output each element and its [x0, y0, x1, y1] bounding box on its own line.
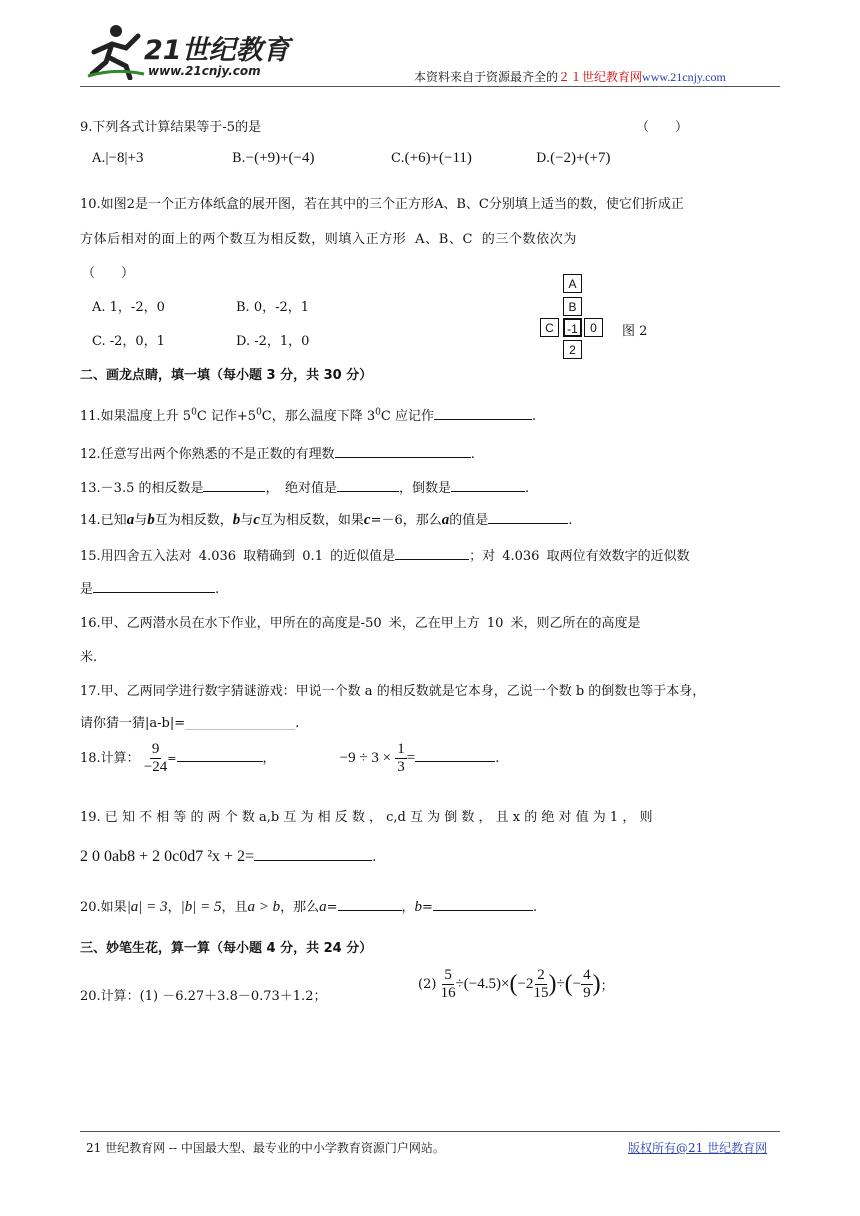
- q9-stem-text: 9.下列各式计算结果等于-5的是: [80, 120, 262, 135]
- q10-option-c: C. -2，0，1: [92, 334, 165, 349]
- q18-comma: ，: [262, 751, 276, 766]
- q14-t5: 互为相反数，如果: [259, 513, 364, 528]
- q14-var-c: c: [253, 512, 260, 528]
- q19-line2: [80, 848, 376, 866]
- q14: [80, 509, 572, 529]
- q20a-t3: ，且: [221, 900, 248, 915]
- q13-end: .: [525, 481, 530, 496]
- q9-b-expr: −(+9)+(−4): [245, 150, 315, 166]
- q14-t2: 与: [134, 513, 148, 528]
- q20b-part2: [418, 967, 614, 1002]
- q20a-t4: ，那么: [280, 900, 320, 915]
- q20b-fraction-1: [441, 967, 456, 1002]
- source-line: [414, 68, 726, 85]
- q9-option-b: [232, 150, 315, 167]
- source-site: ２１世纪教育网: [558, 70, 643, 84]
- logo: [86, 22, 290, 84]
- q18-blank-2[interactable]: [415, 749, 495, 762]
- q13-text-b: ， 绝对值是: [265, 481, 337, 496]
- q20b-end: ；: [600, 979, 614, 994]
- q11-text-c: C，那么温度下降 3: [261, 409, 376, 424]
- q18-eq: =: [167, 752, 177, 765]
- q20a-t2: ，: [167, 900, 181, 915]
- net-cell-bottom: 2: [563, 340, 582, 359]
- q10-option-d: D. -2，1，0: [236, 334, 310, 349]
- q19-line1: 19. 已 知 不 相 等 的 两 个 数 a,b 互 为 相 反 数 ， c,d 互 为 倒 数 ， 且 x 的 绝 对 值 为 1 ， 则: [80, 810, 653, 825]
- logo-main-text: 21世纪教育: [144, 35, 290, 66]
- q18: [80, 741, 499, 776]
- q20a-var-a: a: [319, 899, 327, 915]
- q20a-var-b: b: [414, 899, 423, 915]
- q18-eq2: =: [406, 750, 416, 766]
- q20b-neg: −: [572, 976, 582, 992]
- q17-answer-blank[interactable]: ____________________: [185, 717, 296, 730]
- q20a-e3: a > b: [247, 899, 281, 915]
- q12-end: .: [470, 447, 475, 462]
- section2-title: 二、画龙点睛，填一填（每小题 3 分，共 30 分）: [80, 368, 373, 383]
- q20a-blank-a[interactable]: [338, 898, 402, 911]
- footer-left: 21 世纪教育网 -- 中国最大型、最专业的中小学教育资源门户网站。: [86, 1141, 445, 1155]
- q9-option-d: [536, 150, 610, 167]
- q20a-eq: =: [326, 900, 338, 915]
- q18-expr2: −9 ÷ 3 ×: [339, 750, 392, 766]
- q14-var-a2: a: [441, 512, 450, 528]
- q18-fraction-1: [144, 741, 167, 776]
- q11-sup2: 0: [256, 407, 262, 418]
- q10-line2: 方体后相对的面上的两个数互为相反数，则填入正方形 A、B、C 的三个数依次为: [80, 232, 577, 247]
- q20b-f1-den: 16: [440, 985, 456, 1001]
- q14-t1: 14.已知: [80, 513, 127, 528]
- q15-line2-text: 是: [80, 582, 94, 597]
- net-cell-right: 0: [584, 318, 603, 337]
- q20b-f1-num: 5: [444, 967, 452, 983]
- q20b-fraction-2: [533, 967, 548, 1002]
- q15-blank-2[interactable]: [93, 580, 215, 593]
- q12: [80, 443, 475, 462]
- q14-var-b: b: [147, 512, 155, 528]
- header-rule: [80, 86, 780, 87]
- q18-f1-num: 9: [151, 741, 160, 757]
- net-cell-a: A: [563, 274, 582, 293]
- q14-t7: 的值是: [449, 513, 489, 528]
- q20a: [80, 896, 537, 916]
- q15-line1b: ；对 4.036 取两位有效数字的近似数: [469, 549, 690, 564]
- q14-t4: 与: [240, 513, 254, 528]
- q11-text-a: 11.如果温度上升 5: [80, 409, 192, 424]
- q14-answer-blank[interactable]: [488, 511, 568, 524]
- q20b-open-paren-1: (: [509, 971, 518, 997]
- q20b-fraction-3: [581, 967, 593, 1002]
- q11-end: .: [531, 409, 537, 424]
- q19-end: .: [372, 850, 377, 865]
- q15-line2: [80, 578, 219, 597]
- q11: [80, 405, 536, 424]
- q20b-close-paren-1: ): [548, 971, 557, 997]
- q16-line2: 米.: [80, 650, 98, 665]
- q15-line1: [80, 545, 690, 564]
- q11-text-b: C 记作+5: [196, 409, 257, 424]
- q20b-mid: ÷(−4.5)×: [455, 976, 510, 992]
- q14-t3: 互为相反数，: [154, 513, 233, 528]
- q20b-f2-num: 2: [537, 967, 545, 983]
- q15-blank-1[interactable]: [395, 547, 469, 560]
- q11-text-d: C 应记作: [380, 409, 434, 424]
- q14-var-c2: c: [363, 512, 371, 528]
- q15-end: .: [215, 582, 220, 597]
- q11-answer-blank[interactable]: [434, 407, 532, 420]
- q20b-f2-den: 15: [533, 985, 549, 1001]
- q17-line2: [80, 712, 299, 731]
- q20a-t5: ，: [401, 900, 415, 915]
- q15-line1a: 15.用四舍五入法对 4.036 取精确到 0.1 的近似值是: [80, 549, 396, 564]
- q20b-div: ÷: [556, 976, 565, 992]
- q20b-f3-den: 9: [583, 985, 591, 1001]
- q9-d-expr: (−2)+(+7): [550, 150, 611, 166]
- footer-copyright-link[interactable]: 版权所有@21 世纪教育网: [628, 1141, 768, 1155]
- q20b-int: −2: [517, 976, 534, 992]
- q13-blank-1[interactable]: [203, 479, 265, 492]
- q18-label: 18.计算：: [80, 751, 140, 766]
- q9-paren: （ ）: [636, 120, 689, 135]
- q9-c-label: C.: [391, 151, 405, 166]
- q18-f2-den: 3: [397, 759, 405, 775]
- q10-line1: 10.如图2是一个正方体纸盒的展开图，若在其中的三个正方形A、B、C分别填上适当的数，使它们折成正: [80, 197, 684, 212]
- q10-option-b: B. 0，-2，1: [236, 300, 310, 315]
- footer-rule: [80, 1131, 780, 1132]
- q10-option-a: A. 1，-2，0: [92, 300, 165, 315]
- net-cell-b: B: [563, 297, 582, 316]
- q17-end: .: [295, 716, 300, 731]
- q13-blank-2[interactable]: [337, 479, 399, 492]
- q9-stem: [80, 116, 261, 135]
- q18-f2-num: 1: [397, 741, 405, 757]
- q11-sup3: 0: [375, 407, 381, 418]
- q14-end: .: [568, 513, 573, 528]
- q20a-t1: 20.如果: [80, 900, 127, 915]
- logo-url-text: www.21cnjy.com: [148, 64, 261, 78]
- q19-expr: 2 0 0ab8 + 2 0c0d7 ²x + 2=: [80, 848, 255, 865]
- q20a-eq2: =: [422, 900, 433, 915]
- figure-label: 图 2: [622, 324, 648, 339]
- q20a-blank-b[interactable]: [433, 898, 533, 911]
- net-cell-center: -1: [563, 318, 582, 337]
- q14-var-a: a: [126, 512, 135, 528]
- q18-f1-den: −24: [143, 759, 168, 775]
- q11-sup1: 0: [191, 407, 197, 418]
- q9-a-label: A.: [92, 151, 106, 166]
- q10-paren: （ ）: [82, 266, 135, 281]
- q20a-e2: |b| = 5: [180, 899, 222, 915]
- q9-d-label: D.: [536, 151, 551, 166]
- q13-blank-3[interactable]: [451, 479, 525, 492]
- q20a-e1: |a| = 3: [126, 899, 168, 915]
- q16-line1: 16.甲、乙两潜水员在水下作业，甲所在的高度是-50 米，乙在甲上方 10 米，则乙所在的高度是: [80, 616, 641, 631]
- q9-option-c: [391, 150, 472, 167]
- source-url: www.21cnjy.com: [642, 70, 726, 84]
- q20b-part2-label: (2): [418, 977, 437, 992]
- q13-text-a: 13.－3.5 的相反数是: [80, 481, 204, 496]
- q18-fraction-2: [395, 741, 407, 776]
- q9-a-expr: |−8|+3: [105, 150, 144, 166]
- q19-answer-blank[interactable]: [254, 848, 372, 861]
- net-cell-c: C: [540, 318, 559, 337]
- q20a-end: .: [532, 900, 538, 915]
- q12-answer-blank[interactable]: [335, 445, 471, 458]
- q12-text: 12.任意写出两个你熟悉的不是正数的有理数: [80, 447, 335, 462]
- q13-text-c: ，倒数是: [399, 481, 452, 496]
- q18-end: .: [495, 751, 500, 766]
- q20b-part1: 20.计算：(1) －6.27＋3.8－0.73＋1.2；: [80, 989, 327, 1004]
- q9-c-expr: (+6)+(−11): [404, 150, 472, 166]
- q13: [80, 477, 529, 496]
- runner-logo-icon: [86, 22, 146, 80]
- q14-var-b2: b: [232, 512, 241, 528]
- section3-title: 三、妙笔生花，算一算（每小题 4 分，共 24 分）: [80, 941, 373, 956]
- q20b-close-paren-2: ): [592, 971, 601, 997]
- q17-line2-text: 请你猜一猜|a-b|=: [80, 716, 186, 731]
- q17-line1: 17.甲、乙两同学进行数字猜谜游戏：甲说一个数 a 的相反数就是它本身，乙说一个数 b 的倒数也等于本身，: [80, 684, 706, 699]
- q9-b-label: B.: [232, 151, 246, 166]
- q9-option-a: [92, 150, 143, 167]
- source-prefix: 本资料来自于资源最齐全的: [414, 70, 559, 84]
- q18-blank-1[interactable]: [177, 749, 263, 762]
- q20b-open-paren-2: (: [564, 971, 573, 997]
- q20b-f3-num: 4: [583, 967, 591, 983]
- q14-t6: =－6，那么: [370, 513, 442, 528]
